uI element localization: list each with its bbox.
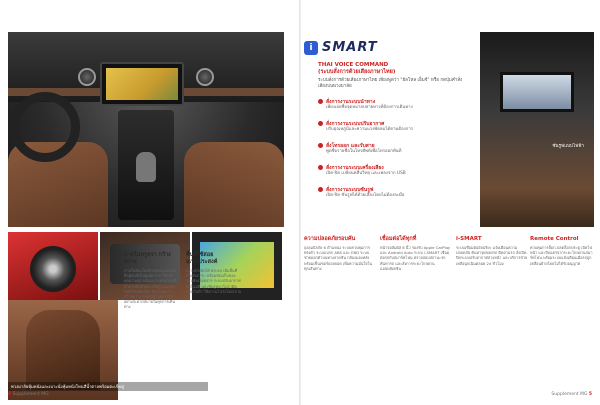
text-column [456, 236, 528, 266]
footer-text: Supplement MG [12, 392, 49, 397]
sunroof-glass [500, 72, 574, 112]
air-vent-left [78, 68, 96, 86]
alloy-wheel [30, 246, 76, 292]
page-number: 5 [588, 392, 592, 397]
column-text: ถุงลมนิรภัย 6 ตำแหน่ง ระบบควบคุมการทรงตัว ระบบเบรก ABS และ EBD ระบบช่วยออกตัวบนทางลาดชัน กล้องมองหลังพร้อมเซ็นเซอร์ถอยจอด เพื่อความมั่นใจในทุกเส้นทาง [304, 245, 372, 271]
feature-title: สั่งการงานระบบนำทาง [326, 99, 376, 105]
passenger-seat [184, 142, 284, 227]
red-bullet-icon [318, 165, 323, 170]
text-column [124, 252, 180, 310]
infotainment-screen [106, 68, 178, 100]
sunroof-caption: ซันรูฟแบบไฟฟ้า [552, 144, 584, 149]
column-text: ระบบเชื่อมต่ออัจฉริยะ แจ้งเตือนความปลอดภัย ค้นหาจุดจอดรถ ติดตามรถ สั่งเปิด-ปิดระบบปรับอากาศล่วงหน้า และบริการช่วยเหลือฉุกเฉินตลอด 24 ชั่วโมง [456, 245, 528, 266]
feature-desc: ปรับอุณหภูมิและความแรงพัดลมได้ตามต้องการ [326, 127, 414, 132]
feature-item [318, 98, 478, 120]
air-vent-right [196, 68, 214, 86]
feature-title: สั่งโทรออก และรับสาย [326, 143, 375, 149]
feature-title: สั่งการงานระบบปรับอากาศ [326, 121, 385, 127]
feature-desc: เพียงเอ่ยชื่อจุดหมายปลายทางที่ต้องการเดินทาง [326, 105, 413, 110]
feature-desc: เปิด-ปิด ซันรูฟได้ด้วยเสียงโดยไม่ต้องละมือ [326, 193, 405, 198]
page-gutter [299, 0, 301, 405]
column-heading: ความปลอดภัยรอบคัน [304, 236, 356, 242]
page-number: 4 [8, 392, 12, 397]
red-bullet-icon [318, 187, 323, 192]
steering-wheel [10, 92, 80, 162]
voice-title-line1: THAI VOICE COMMAND [318, 62, 389, 68]
column-text: หน้าจอสัมผัส 8 นิ้ว รองรับ Apple CarPlay และ Android Auto ระบบ i-SMART เชื่อมต่อรถกับสมาร์ทโฟน ตรวจสอบสถานะรถ ค้นหารถ และสั่งการระยะไกลผ่านแอปพลิเคชัน [380, 245, 451, 271]
column-heading: i-SMART [456, 236, 482, 242]
column-heading: Remote Control [530, 236, 579, 242]
column-text: ควบคุมการล็อก-ปลดล็อกประตู เปิดไฟหน้า และบีบแตรจากระยะไกลผ่านสมาร์ทโฟน พร้อมระบบแจ้งเตือนเมื่อรถถูกเคลื่อนย้ายโดยไม่ได้รับอนุญาต [530, 245, 593, 266]
sunroof-photo [480, 32, 594, 227]
text-column [186, 252, 242, 294]
infotainment-unit [100, 62, 184, 106]
feature-item [318, 164, 478, 186]
interior-photo [8, 32, 284, 227]
voice-command-body: ระบบสั่งการด้วยเสียงภาษาไทย เพียงพูดว่า "ฮัลโหล เอ็มจี" หรือ กดปุ่มคำสั่งเสียงบนพวงมาลัย [318, 78, 463, 89]
red-bullet-icon [318, 99, 323, 104]
column-heading: ภายในหรูหรา กว้างขวาง [124, 252, 171, 265]
feature-item [318, 142, 478, 164]
wheel-thumbnail [8, 232, 98, 300]
red-bullet-icon [318, 143, 323, 148]
gear-shifter [136, 152, 156, 182]
column-text: เบาะหลังพับได้ 60:40 เพิ่มพื้นที่เก็บสัมภาระ พร้อมช่องเก็บของรอบห้องโดยสาร ระบบปรับอากาศอัตโนมัติ และซันรูฟพาโนรามิคแบบไฟฟ้า ให้ความโปร่งโล่งสบาย [186, 268, 242, 294]
feature-title: สั่งการงานระบบเครื่องเสียง [326, 165, 384, 171]
red-bullet-icon [318, 121, 323, 126]
column-heading: พื้นที่ใช้สอยอเนกประสงค์ [186, 252, 218, 265]
text-column [304, 236, 376, 271]
seat-caption: พวงมาลัยหุ้มหนังและเบาะนั่งหุ้มหนังโทนสีน้ำตาลพร้อมตะเข็บคู่ [8, 382, 208, 391]
seat-back [26, 310, 100, 390]
left-page-footer [8, 392, 49, 397]
column-text: ภายในห้องโดยสารออกแบบโดยยึดผู้ขับขี่เป็นศูนย์กลาง ใช้วัสดุคุณภาพสูง พร้อมเบาะหนังโทนสีน้ำตาลตัดด้วยตะเข็บคู่ แผงหน้าปัดดีไซน์ทันสมัย ห้องโดยสารกว้างขวาง รองรับผู้โดยสารได้อย่างสะดวกสบายในทุกการเดินทาง [124, 268, 177, 310]
feature-title: สั่งการงานระบบซันรูฟ [326, 187, 374, 193]
feature-item [318, 186, 478, 208]
feature-list [318, 98, 478, 208]
text-column [380, 236, 452, 271]
feature-desc: เปิด-ปิด เปลี่ยนคลื่นวิทยุ และเพลงจาก USB [326, 171, 406, 176]
text-column [530, 236, 594, 266]
i-smart-logo-mark: i [304, 41, 318, 55]
footer-text: Supplement MG [551, 392, 588, 397]
voice-title-line2: (ระบบสั่งการด้วยเสียงภาษาไทย) [318, 69, 396, 75]
column-heading: เชื่อมต่อได้ทุกที่ [380, 236, 417, 242]
right-page-footer [551, 392, 592, 397]
feature-desc: พูดชื่อรายชื่อในโทรศัพท์เพื่อโทรออกทันที [326, 149, 402, 154]
i-smart-logo-word: SMART [322, 40, 378, 55]
i-smart-logo [304, 40, 388, 56]
voice-command-title [318, 62, 468, 76]
feature-item [318, 120, 478, 142]
